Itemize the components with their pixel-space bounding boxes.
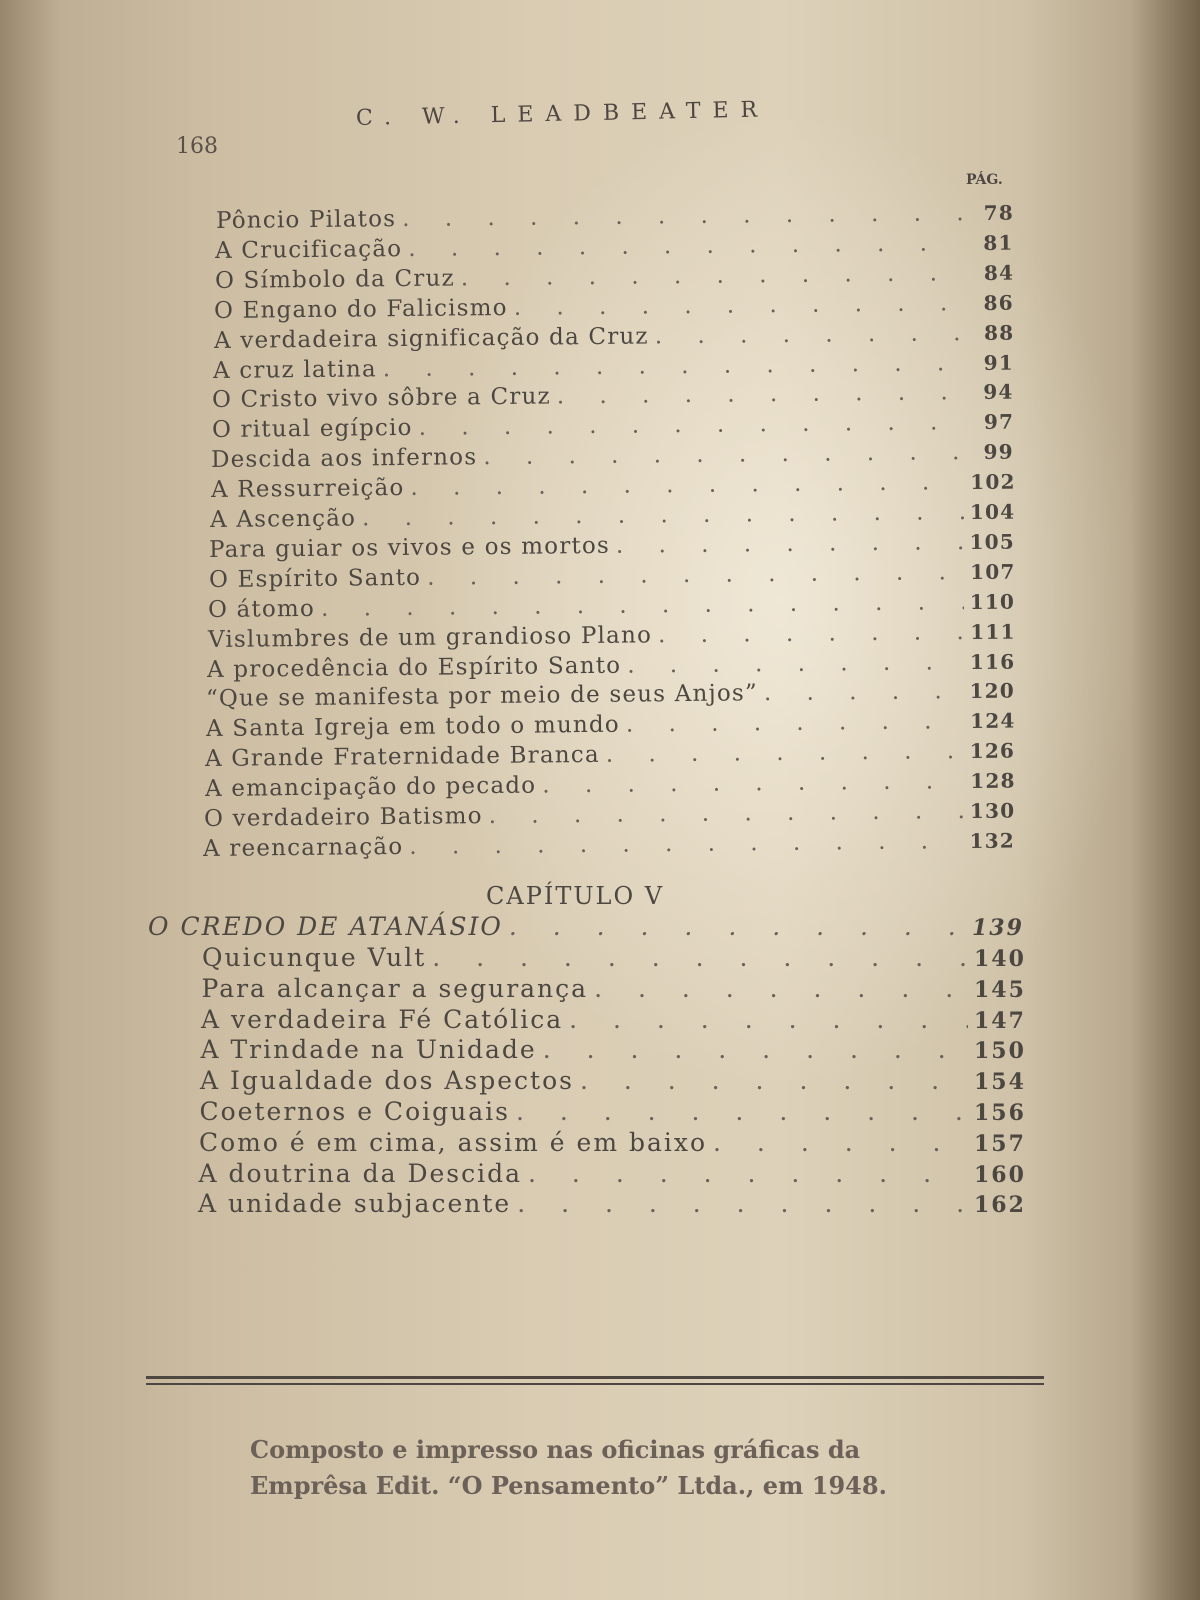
toc-entry-page: 160 <box>974 1161 1026 1188</box>
toc-entry-title: A verdadeira Fé Católica <box>201 1004 564 1034</box>
toc-entry <box>200 1066 1026 1096</box>
toc-entry-title: Vislumbres de um grandioso Plano <box>207 621 652 653</box>
toc-entry <box>201 973 1026 1003</box>
toc-entry-page: 111 <box>969 619 1016 644</box>
toc-entry <box>199 1127 1026 1157</box>
toc-entry-title: O Cristo vivo sôbre a Cruz <box>212 383 552 414</box>
toc-entry-page: 97 <box>983 409 1015 435</box>
toc-entry-page: 157 <box>974 1130 1026 1157</box>
toc-entry-title: Para guiar os vivos e os mortos <box>209 532 611 563</box>
toc-entry <box>200 1035 1026 1065</box>
toc-entry-page: 128 <box>969 768 1016 794</box>
toc-entry-title: O verdadeiro Batismo <box>203 803 483 832</box>
toc-entry-page: 84 <box>983 260 1015 285</box>
toc-leader-dots <box>528 1159 968 1188</box>
toc-entry-title: A cruz latina <box>212 355 377 384</box>
toc-entry-title: A Grande Fraternidade Branca <box>205 742 601 773</box>
toc-entry-page: 147 <box>974 1007 1026 1034</box>
toc-entry-title: Descida aos infernos <box>211 444 478 474</box>
toc-entry-title: Quicunque Vult <box>202 943 427 972</box>
toc-leader-dots <box>432 943 968 972</box>
toc-entry-page: 150 <box>974 1038 1026 1065</box>
toc-entry-title: A reencarnação <box>203 833 404 862</box>
toc-entry-page: 99 <box>983 439 1015 465</box>
toc-leader-dots <box>713 1128 968 1157</box>
toc-entry-title: O ritual egípcio <box>211 415 413 444</box>
toc-entry-page: 110 <box>969 589 1016 614</box>
double-rule-bottom <box>146 1383 1044 1385</box>
toc-entry-title: A verdadeira significação da Cruz <box>213 323 649 354</box>
toc-entry-page: 81 <box>983 230 1015 255</box>
toc-entry-title: A emancipação do pecado <box>204 772 536 803</box>
colophon-line-1: Composto e impresso nas oficinas gráficas da <box>250 1435 861 1464</box>
toc-entry-title: A Ressurreição <box>210 475 405 504</box>
toc-entry-page: 78 <box>983 200 1015 225</box>
toc-entry-page: 132 <box>969 828 1016 853</box>
toc-entry <box>198 1189 1026 1219</box>
running-title: C. W. LEADBEATER <box>355 97 770 131</box>
toc-entry <box>148 912 1024 941</box>
toc-entry-page: 130 <box>969 798 1016 823</box>
toc-entry-title: O átomo <box>208 595 316 623</box>
toc-entry-page: 102 <box>969 469 1016 495</box>
toc-entry-page: 94 <box>983 379 1015 405</box>
toc-entry-page: 104 <box>969 499 1016 525</box>
toc-entry <box>202 943 1026 972</box>
colophon <box>250 1432 930 1504</box>
toc-leader-dots <box>594 974 968 1003</box>
toc-entry-title: A Santa Igreja em todo o mundo <box>205 711 620 743</box>
toc-entry-title: A doutrina da Descida <box>198 1158 523 1188</box>
toc-entry-title: A procedência do Espírito Santo <box>206 652 622 683</box>
toc-leader-dots <box>509 912 966 941</box>
toc-entry-title: O Símbolo da Cruz <box>214 265 455 294</box>
toc-entry-page: 140 <box>974 946 1026 972</box>
toc-entry-page: 154 <box>974 1069 1026 1096</box>
toc-entry-title: A Ascenção <box>209 505 357 533</box>
toc-entry-title: Para alcançar a segurança <box>201 973 589 1003</box>
toc-entry-title: O Engano do Falicismo <box>214 294 509 324</box>
chapter-heading: CAPÍTULO V <box>486 882 665 910</box>
toc-entry-page: 156 <box>974 1100 1026 1126</box>
toc-entry-title: “Que se manifesta por meio de seus Anjos” <box>206 680 759 713</box>
toc-entry-title: Pôncio Pilatos <box>215 206 397 234</box>
toc-entry-page: 126 <box>969 738 1016 764</box>
toc-entry <box>199 1097 1026 1126</box>
toc-entry-page: 139 <box>972 915 1024 941</box>
toc-entry-page: 145 <box>974 976 1026 1003</box>
toc-entry-title: Coeternos e Coiguais <box>199 1097 510 1126</box>
toc-entry-page: 124 <box>969 708 1016 734</box>
toc-entry-page: 107 <box>969 559 1016 584</box>
toc-entry-page: 162 <box>974 1192 1026 1219</box>
toc-entry-title: O Espírito Santo <box>208 564 422 593</box>
toc-entry-page: 88 <box>983 320 1015 345</box>
toc-entry-page: 86 <box>983 290 1015 315</box>
toc-entry <box>201 1004 1026 1034</box>
toc-entry <box>198 1158 1026 1188</box>
toc-entry-title: A unidade subjacente <box>198 1189 512 1219</box>
toc-entry-page: 105 <box>969 529 1016 554</box>
toc-leader-dots <box>516 1097 968 1126</box>
toc-leader-dots <box>517 1189 968 1218</box>
toc-entry-title: Como é em cima, assim é em baixo <box>199 1127 708 1157</box>
toc-entry-page: 116 <box>969 649 1016 674</box>
colophon-line-2: Emprêsa Edit. “O Pensamento” Ltda., em 1948. <box>250 1471 887 1500</box>
toc-entry-title: A Crucificação <box>215 235 403 264</box>
toc-entry-page: 91 <box>983 350 1015 375</box>
toc-entry-title: A Igualdade dos Aspectos <box>200 1066 574 1096</box>
toc-entry-title: A Trindade na Unidade <box>200 1035 537 1065</box>
toc-leader-dots <box>569 1005 968 1034</box>
toc-leader-dots <box>543 1035 968 1064</box>
toc-leader-dots <box>580 1066 968 1095</box>
toc-entry-page: 120 <box>969 678 1016 704</box>
page-number: 168 <box>176 134 218 159</box>
toc-entry-title: O CREDO DE ATANÁSIO <box>148 912 503 941</box>
page-column-label: PÁG. <box>966 172 1003 188</box>
double-rule-top <box>146 1376 1044 1379</box>
